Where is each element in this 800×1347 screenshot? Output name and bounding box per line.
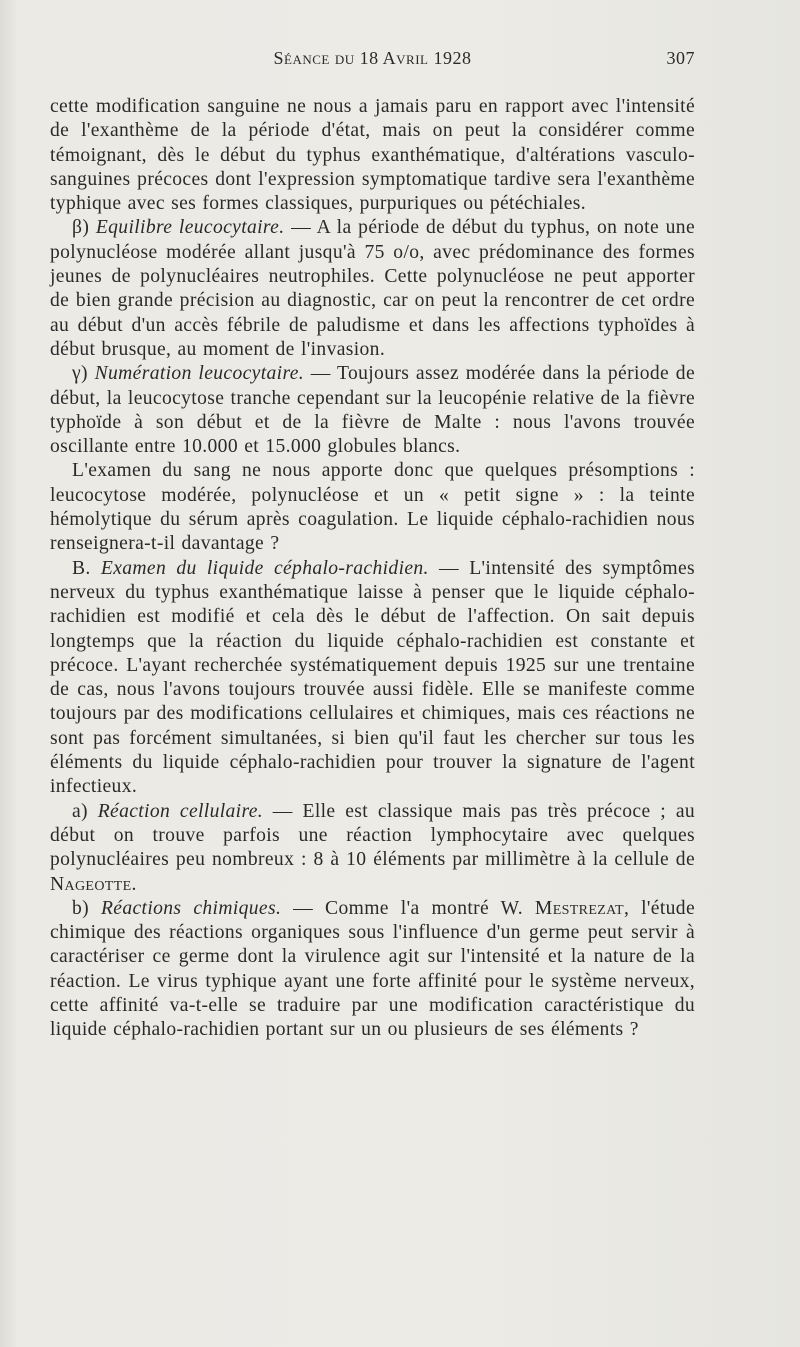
section-heading: Examen du liquide céphalo-rachidien.: [100, 557, 429, 579]
page-header: [50, 48, 695, 72]
section-heading: Réaction cellulaire.: [97, 800, 264, 822]
item-marker: B.: [72, 557, 101, 579]
paragraph-text: — A la période de début du typhus, on note une polynucléose modérée allant jusqu'à 75 o/o, avec prédominance des formes jeunes de polynucléaires neutrophiles. Cette polynucléose ne peut apporter de bien grande précision au diagnostic, car on peut la rencontrer de cet ordre au début d'un accès fébrile de paludisme et dans les affections typhoïdes à début brusque, au moment de l'invasion.: [50, 217, 695, 360]
item-marker: a): [72, 800, 98, 822]
page-number: 307: [666, 48, 695, 68]
running-head: Séance du 18 Avril 1928: [273, 48, 472, 68]
section-heading: Numération leucocytaire.: [94, 363, 304, 385]
author-name: Nageotte: [50, 873, 132, 895]
paragraph-text: — Toujours assez modérée dans la période de début, la leucocytose tranche cependant sur la leucopénie relative de la fièvre typhoïde à son début et de la fièvre de Malte : nous l'avons trouvée oscillante entre 10.000 et 15.000 globules blancs.: [50, 363, 695, 458]
section-heading: Equilibre leucocytaire.: [95, 217, 285, 239]
paragraph-text: , l'étude chimique des réactions organiques sous l'influence d'un germe peut servir à caractériser ce germe dont la virulence agit sur l'intensité et la nature de la réaction. Le virus typhique ayant une forte affinité pour le système nerveux, cette affinité va-t-elle se traduire par une modification caractéristique du liquide céphalo-rachidien portant sur un ou plusieurs de ses éléments ?: [50, 897, 695, 1041]
paragraph-continuation: [50, 95, 695, 216]
author-name: Mestrezat: [534, 897, 624, 919]
body-text: [50, 95, 695, 1043]
item-marker: b): [72, 897, 101, 919]
paragraph-numeration-leucocytaire: [50, 362, 695, 459]
paragraph-examen-sang: [50, 459, 695, 556]
paragraph-equilibre-leucocytaire: [50, 216, 695, 362]
section-heading: Réactions chimiques.: [100, 897, 282, 919]
item-marker: β): [72, 217, 96, 239]
paragraph-text: — Comme l'a montré W.: [281, 897, 535, 919]
paragraph-examen-lcr: [50, 557, 695, 800]
paragraph-reactions-chimiques: [50, 897, 695, 1043]
paragraph-reaction-cellulaire: [50, 800, 695, 897]
paragraph-text: L'examen du sang ne nous apporte donc que quelques présomptions : leucocytose modérée, polynucléose et un « petit signe » : la teinte hémolytique du sérum après coagulation. Le liquide céphalo-rachidien nous renseignera-t-il davantage ?: [50, 460, 695, 555]
paragraph-text: — Elle est classique mais pas très précoce ; au début on trouve parfois une réaction lymphocytaire avec quelques polynucléaires peu nombreux : 8 à 10 éléments par millimètre à la cellule de: [50, 800, 696, 871]
paragraph-text: cette modification sanguine ne nous a jamais paru en rapport avec l'intensité de l'exanthème de la période d'état, mais on peut la considérer comme témoignant, dès le début du typhus exanthématique, d'altérations vasculo-sanguines précoces dont l'expression symptomatique tardive sera l'exanthème typhique avec ses formes classiques, purpuriques ou pétéchiales.: [50, 96, 695, 215]
paragraph-text: .: [131, 873, 137, 895]
paragraph-text: — L'intensité des symptômes nerveux du typhus exanthématique laisse à penser que le liquide céphalo-rachidien est modifié et cela dès le début de l'affection. On sait depuis longtemps que la réaction du liquide céphalo-rachidien est constante et précoce. L'ayant recherchée systématiquement depuis 1925 sur une trentaine de cas, nous l'avons toujours trouvée aussi fidèle. Elle se manifeste comme toujours par des modifications cellulaires et chimiques, mais ces réactions ne sont pas forcément simultanées, si bien qu'il faut les chercher sur tous les éléments du liquide céphalo-rachidien pour trouver la signature de l'agent infectieux.: [50, 557, 695, 798]
item-marker: γ): [72, 363, 95, 385]
